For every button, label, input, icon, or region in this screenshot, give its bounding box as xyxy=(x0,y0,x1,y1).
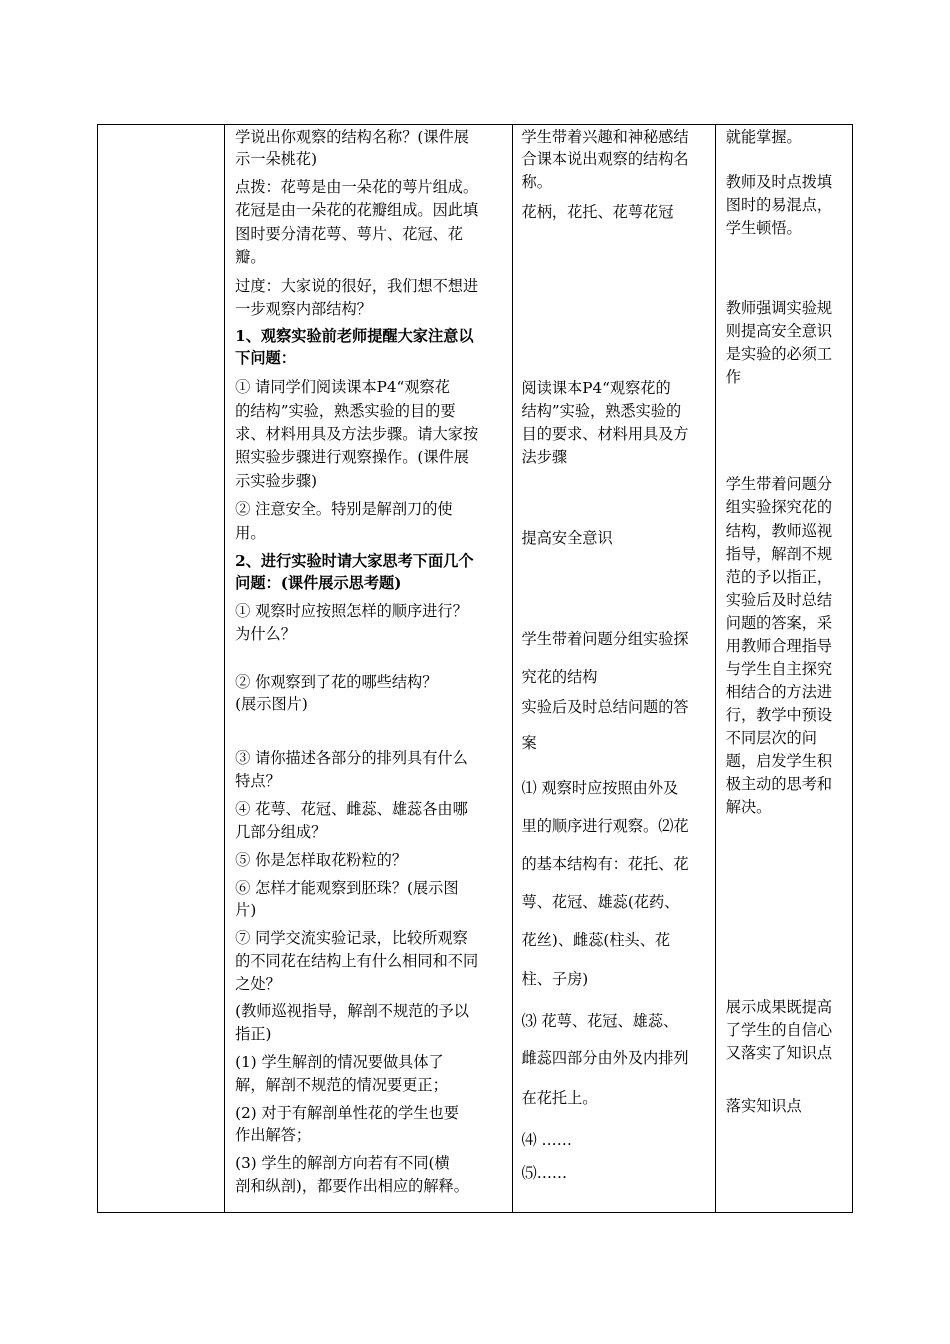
text-line: 问题的答案，采 xyxy=(725,614,833,632)
text-line: 合课本说出观察的结构名 xyxy=(521,150,689,168)
text-line: 学生带着问题分 xyxy=(725,475,833,493)
text-line: 目的要求、材料用具及方 xyxy=(521,425,689,443)
text-line: 2、进行实验时请大家思考下面几个 xyxy=(235,552,474,570)
text-line: 学生带着兴趣和神秘感结 xyxy=(521,128,689,146)
text-line: (3) 学生的解剖方向若有不同(横 xyxy=(235,1154,450,1172)
text-line: 用。 xyxy=(235,524,266,542)
text-line: 花柄，花托、花萼花冠 xyxy=(521,203,674,221)
text-line: 指正) xyxy=(235,1025,272,1043)
text-line: 实验后及时总结问题的答 xyxy=(521,698,689,716)
text-line: 相结合的方法进 xyxy=(725,683,833,701)
text-line: 在花托上。 xyxy=(521,1089,598,1107)
text-line: 里的顺序进行观察。⑵花 xyxy=(521,817,689,835)
text-line: ⑶ 花萼、花冠、雄蕊、 xyxy=(521,1012,679,1030)
table-row xyxy=(98,125,853,1213)
text-line: 实验后及时总结 xyxy=(725,591,833,609)
text-line: 特点？ xyxy=(235,772,281,790)
text-line: 问题：(课件展示思考题) xyxy=(235,574,402,592)
text-line: ① 请同学们阅读课本P4“观察花 xyxy=(235,378,450,396)
text-line: ⑸…… xyxy=(521,1164,568,1182)
text-line: 过度：大家说的很好，我们想不想进 xyxy=(235,277,479,295)
text-line: (展示图片) xyxy=(235,695,308,713)
text-line: 教师强调实验规 xyxy=(725,299,833,317)
text-line: 片) xyxy=(235,901,257,919)
text-line: 图时的易混点， xyxy=(725,196,833,214)
text-line: ④ 花萼、花冠、雌蕊、雄蕊各由哪 xyxy=(235,800,468,818)
lesson-plan-table xyxy=(97,124,853,1213)
text-line: 剖和纵剖)，都要作出相应的解释。 xyxy=(235,1177,469,1195)
text-line: (1) 学生解剖的情况要做具体了 xyxy=(235,1053,444,1071)
text-line: ⑦ 同学交流实验记录，比较所观察 xyxy=(235,929,468,947)
text-line: 学说出你观察的结构名称？(课件展 xyxy=(235,128,469,146)
text-line: ① 观察时应按照怎样的顺序进行？ xyxy=(235,602,468,620)
text-line: 之处？ xyxy=(235,975,281,993)
text-line: 瓣。 xyxy=(235,248,266,266)
text-line: 的基本结构有：花托、花 xyxy=(521,855,689,873)
text-line: (教师巡视指导，解剖不规范的予以 xyxy=(235,1002,469,1020)
text-line: (2) 对于有解剖单性花的学生也要 xyxy=(235,1104,459,1122)
text-line: 结构，教师巡视 xyxy=(725,522,833,540)
text-line: ② 你观察到了花的哪些结构？ xyxy=(235,673,438,691)
text-line: 求、材料用具及方法步骤。请大家按 xyxy=(235,425,479,443)
text-line: 则提高安全意识 xyxy=(725,322,833,340)
text-line: 萼、花冠、雄蕊(花药、 xyxy=(521,893,680,911)
text-line: 1、观察实验前老师提醒大家注意以 xyxy=(235,327,474,345)
text-line: 柱、子房) xyxy=(521,970,589,988)
design-intent-cell xyxy=(715,125,852,1213)
text-line: 解，解剖不规范的情况要更正； xyxy=(235,1076,448,1094)
text-line: 的结构”实验，熟悉实验的目的要 xyxy=(235,402,456,420)
text-line: ③ 请你描述各部分的排列具有什么 xyxy=(235,749,468,767)
text-line: 作出解答； xyxy=(235,1126,312,1144)
text-line: 组实验探究花的 xyxy=(725,498,833,516)
text-line: 为什么？ xyxy=(235,625,296,643)
text-line: 用教师合理指导 xyxy=(725,637,833,655)
text-line: 花丝)、雌蕊(柱头、花 xyxy=(521,931,671,949)
text-line: ⑷ …… xyxy=(521,1131,572,1149)
text-line: 照实验步骤进行观察操作。(课件展 xyxy=(235,448,469,466)
empty-cell xyxy=(98,125,225,1213)
text-line: 示一朵桃花) xyxy=(235,150,318,168)
text-line: 行，教学中预设 xyxy=(725,706,833,724)
text-line: 法步骤 xyxy=(521,448,568,466)
text-line: 与学生自主探究 xyxy=(725,660,833,678)
text-line: 范的予以指正， xyxy=(725,568,833,586)
text-line: 学生带着问题分组实验探 xyxy=(521,630,689,648)
text-line: 案 xyxy=(521,734,537,752)
text-line: 作 xyxy=(725,368,741,386)
text-line: 不同层次的问 xyxy=(725,729,817,747)
text-line: 提高安全意识 xyxy=(521,529,613,547)
teacher-activity-cell xyxy=(225,125,512,1213)
text-line: 学生顿悟。 xyxy=(725,219,802,237)
text-line: ② 注意安全。特别是解剖刀的使 xyxy=(235,500,453,518)
text-line: 几部分组成？ xyxy=(235,823,327,841)
text-line: 称。 xyxy=(521,173,552,191)
text-line: 落实知识点 xyxy=(725,1097,802,1115)
text-line: ⑴ 观察时应按照由外及 xyxy=(521,779,679,797)
text-line: ⑤ 你是怎样取花粉粒的？ xyxy=(235,851,408,869)
text-line: 解决。 xyxy=(725,798,772,816)
text-line: 图时要分清花萼、萼片、花冠、花 xyxy=(235,225,463,243)
text-line: 花冠是由一朵花的花瓣组成。因此填 xyxy=(235,201,479,219)
text-line: 的不同花在结构上有什么相同和不同 xyxy=(235,952,479,970)
text-line: 一步观察内部结构？ xyxy=(235,300,372,318)
text-line: 又落实了知识点 xyxy=(725,1044,833,1062)
text-line: 题，启发学生积 xyxy=(725,752,833,770)
text-line: 是实验的必须工 xyxy=(725,345,833,363)
text-line: 结构”实验，熟悉实验的 xyxy=(521,402,682,420)
text-line: 示实验步骤) xyxy=(235,472,318,490)
text-line: 极主动的思考和 xyxy=(725,775,833,793)
text-line: 教师及时点拨填 xyxy=(725,173,833,191)
text-line: ⑥ 怎样才能观察到胚珠？(展示图 xyxy=(235,879,459,897)
text-line: 指导，解剖不规 xyxy=(725,545,833,563)
text-line: 点拨：花萼是由一朵花的萼片组成。 xyxy=(235,178,479,196)
text-line: 了学生的自信心 xyxy=(725,1021,833,1039)
text-line: 阅读课本P4“观察花的 xyxy=(521,379,671,397)
text-line: 究花的结构 xyxy=(521,668,598,686)
text-line: 就能掌握。 xyxy=(725,128,802,146)
student-activity-cell xyxy=(512,125,715,1213)
text-line: 雌蕊四部分由外及内排列 xyxy=(521,1049,689,1067)
text-line: 展示成果既提高 xyxy=(725,998,833,1016)
text-line: 下问题： xyxy=(235,349,296,367)
